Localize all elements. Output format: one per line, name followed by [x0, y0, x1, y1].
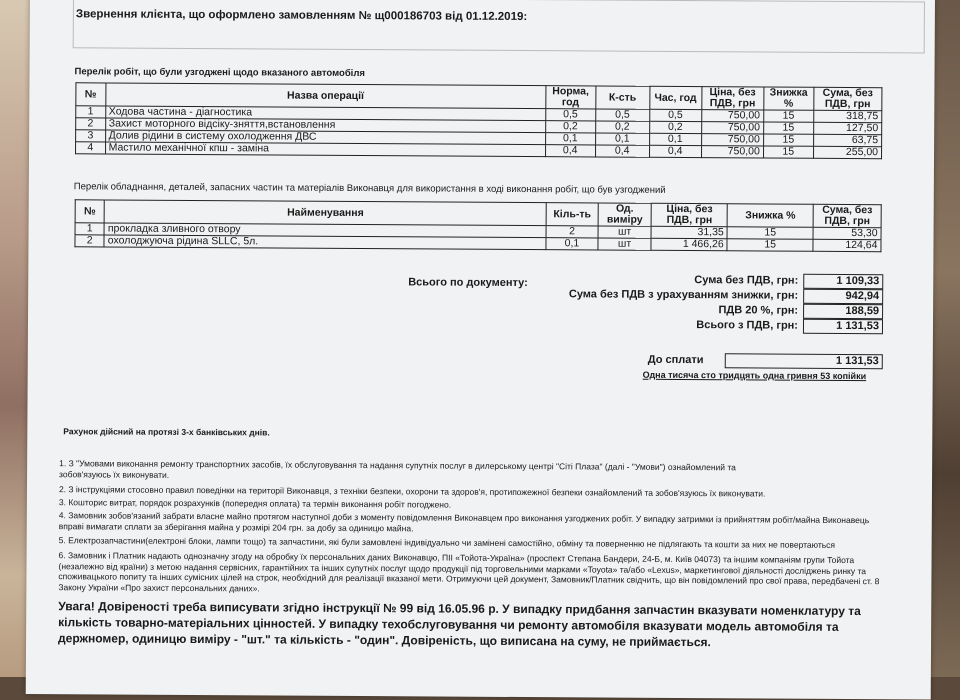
total-value: 1 131,53 [803, 319, 883, 334]
col-norm: Норма, год [546, 86, 596, 109]
works-table [75, 82, 882, 159]
term-6: 6. Замовник і Платник надають однозначну згоду на обробку їх персональних даних Виконавцю, ПІІ «Тойота-Україна» (проспект Степана Бандери, 24-Б, м. Київ 04073) та іншим компаніям групи Тойота (незалежно від країни) з метою надання сервісних, гарантійних та інших супутніх послуг щодо продукції під торговельними марками «Toyota» та/або «Lexus», маркетингової діяльності досліджень ринку та споживацького попиту та інших сумісних цілей на строк, необхідний для реалізації вказаної мети. Отримуючи цей документ, Замовник/Платник свідчить, що він повідомлений про свої права, передбачені ст. 8 Закону України «Про захист персональних даних». [58, 550, 880, 593]
col-price: Ціна, без ПДВ, грн [701, 87, 763, 110]
col-unit: Од. виміру [598, 203, 652, 226]
cell: 0,1 [649, 133, 701, 145]
parts-title: Перелік обладнання, деталей, запасних частин та матеріалів Виконавця для використання в ході виконання робіт, що був узгоджений [73, 181, 666, 196]
request-title: Звернення клієнта, що оформлено замовленням № щ000186703 від 01.12.2019: [75, 8, 528, 24]
col-discount: Знижка % [764, 87, 814, 110]
cell: шт [598, 226, 652, 238]
invoice-document [26, 0, 935, 700]
col-operation: Назва операції [105, 83, 545, 109]
col-discount: Знижка % [727, 204, 813, 228]
cell: 1 [75, 223, 104, 235]
term-2: 2. З інструкціями стосовно правил поведінки на території Виконавця, з техніки безпеки, охорони та здоров'я, протипожежної безпеки ознайомлений та зобов'язуюсь їх виконувати. [58, 484, 766, 499]
cell: 31,35 [651, 226, 727, 238]
cell: 0,2 [649, 121, 701, 133]
cell: 2 [546, 226, 598, 238]
request-box [73, 0, 925, 53]
term-1: 1. З "Умовами виконання ремонту транспортних засобів, їх обслуговування та надання супутніх послуг в дилерському центрі "Сіті Плаза" (далі - "Умови") ознайомлений та зобов'язуюсь їх виконувати. [59, 458, 736, 480]
cell: 15 [763, 134, 813, 146]
to-pay-value: 1 131,53 [725, 353, 883, 369]
cell: 15 [727, 227, 813, 240]
cell: 15 [763, 146, 813, 158]
term-3: 3. Кошторис витрат, порядок розрахунків (попередня оплата) та термін виконання робіт погоджено. [58, 497, 452, 510]
cell: 63,75 [813, 134, 881, 146]
validity-note: Рахунок дійсний на протязі 3-х банківських днів. [63, 426, 270, 438]
cell: 0,4 [649, 145, 701, 157]
cell: 255,00 [813, 146, 881, 158]
cell: 750,00 [701, 146, 763, 158]
cell: Захист моторного відсіку-зняття,встановлення [105, 118, 545, 133]
cell: шт [598, 238, 652, 250]
col-hours: Час, год [649, 86, 701, 109]
col-sum: Сума, без ПДВ, грн [813, 204, 881, 227]
cell: охолоджуюча рідина SLLC, 5л. [104, 235, 546, 250]
total-label: Всього з ПДВ, грн: [696, 319, 799, 332]
vat-value: 188,59 [803, 304, 883, 319]
cell: 750,00 [701, 110, 763, 122]
cell: Ходова частина - діагностика [105, 106, 545, 121]
sum-without-vat-label: Сума без ПДВ, грн: [694, 274, 799, 287]
to-pay-label: До сплати [647, 353, 704, 367]
cell: 127,50 [813, 122, 881, 134]
cell: Мастило механічної кпш - заміна [105, 142, 545, 157]
col-qty: К-сть [595, 86, 649, 109]
cell: 1 [76, 106, 106, 118]
cell: прокладка зливного отвору [104, 223, 546, 238]
cell: 0,1 [595, 133, 649, 145]
col-name: Найменування [104, 200, 546, 226]
cell: 0,5 [649, 109, 701, 121]
sum-without-vat-value: 1 109,33 [803, 274, 883, 289]
term-5: 5. Електрозапчастини(електроні блоки, лампи тощо) та запчастини, які були замовлені індивідуально чи замінені самостійно, обміну та поверненню не підлягають та кошти за них не повертаються [58, 535, 836, 550]
term-4: 4. Замовник зобов'язаний забрати власне майно протягом наступної доби з моменту повідомлення Виконавцем про виконання узгоджених робіт. У випадку затримки із прийняттям робіт/майна Виконавець вправі вимагати сплати за зберігання майна у розмірі 204 грн. за добу за одиницю майна. [58, 510, 870, 533]
cell: 318,75 [813, 110, 881, 122]
cell: 0,5 [595, 109, 649, 121]
totals-heading: Всього по документу: [408, 276, 528, 290]
cell: 2 [76, 118, 106, 130]
cell: 750,00 [701, 134, 763, 146]
cell: Долив рідини в систему охолодження ДВС [105, 130, 545, 145]
cell: 1 466,26 [651, 238, 727, 250]
cell: 2 [75, 235, 104, 247]
sum-discount-label: Сума без ПДВ з урахуванням знижки, грн: [568, 288, 799, 302]
cell: 0,4 [595, 145, 649, 157]
cell: 124,64 [813, 239, 881, 251]
cell: 0,2 [545, 121, 595, 133]
power-of-attorney-notice: Увага! Довіреності треба виписувати згідно інструкції № 99 від 16.05.96 р. У випадку придбання запчастин вказувати номенклатуру та кількість товарно-матеріальних цінностей. У випадку техобслуговування чи ремонту автомобіля вказувати модель автомобіля та держномер, одиницю виміру - "шт." та кількість - "один". Довіреність, що виписана на суму, не приймається. [58, 599, 861, 650]
col-num: № [75, 200, 104, 223]
sum-discount-value: 942,94 [803, 289, 883, 304]
works-title: Перелік робіт, що були узгоджені щодо вказаного автомобіля [74, 66, 365, 80]
cell: 4 [76, 142, 106, 154]
cell: 0,1 [546, 238, 598, 250]
cell: 750,00 [701, 122, 763, 134]
vat-label: ПДВ 20 %, грн: [718, 304, 799, 317]
cell: 53,30 [813, 227, 881, 239]
parts-table [74, 199, 881, 252]
col-price: Ціна, без ПДВ, грн [651, 203, 727, 226]
cell: 3 [76, 130, 106, 142]
cell: 0,5 [545, 109, 595, 121]
col-qty: Кіль-ть [546, 203, 598, 226]
cell: 15 [763, 122, 813, 134]
cell: 15 [763, 110, 813, 122]
col-num: № [76, 83, 106, 106]
cell: 15 [727, 239, 813, 252]
to-pay-words: Одна тисяча сто тридцять одна гривня 53 копійки [642, 369, 867, 382]
col-sum: Сума, без ПДВ, грн [813, 87, 881, 110]
cell: 0,2 [595, 121, 649, 133]
cell: 0,4 [545, 145, 595, 157]
cell: 0,1 [545, 133, 595, 145]
